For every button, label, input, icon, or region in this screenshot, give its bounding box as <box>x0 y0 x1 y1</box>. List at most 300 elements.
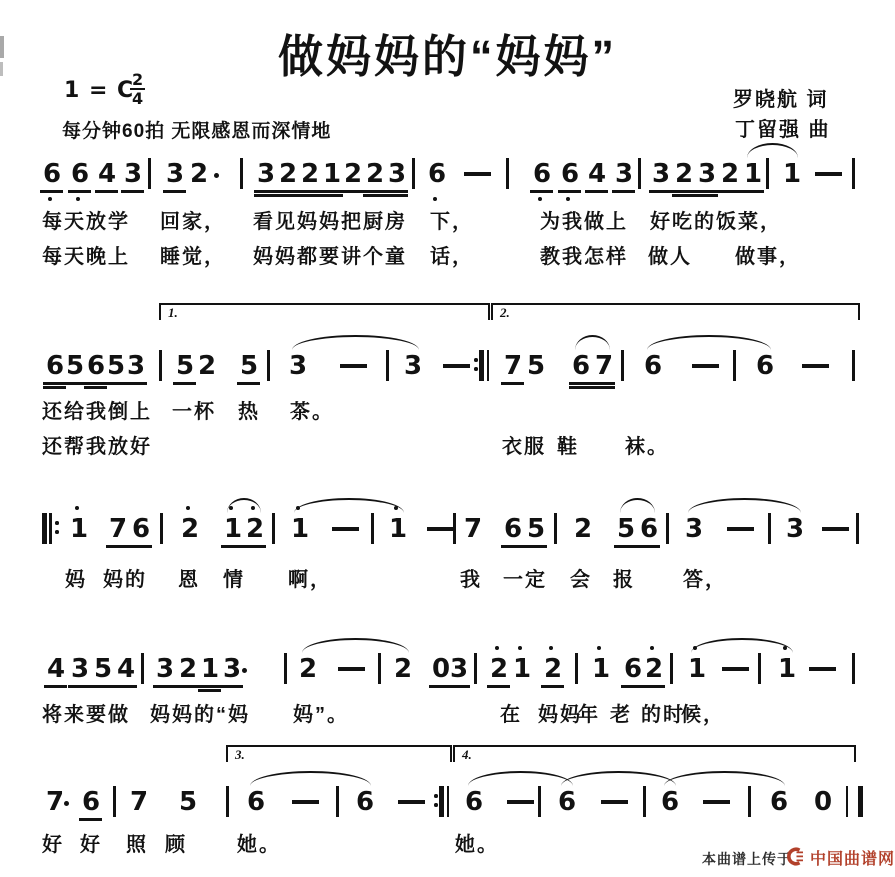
note-digit: 4 <box>117 655 137 683</box>
note-digit: 3 <box>166 160 186 188</box>
beam-underline <box>221 545 244 548</box>
time-signature-bottom: 4 <box>132 89 144 108</box>
note-digit: 3 <box>257 160 277 188</box>
slur-tie <box>468 771 573 786</box>
lyric-segment: 做事， <box>735 246 801 268</box>
slur-tie <box>294 498 404 513</box>
note-digit: 3 <box>404 351 423 381</box>
lyric-segment: 报 <box>613 569 635 591</box>
octave-dot-above <box>495 646 499 650</box>
note-digit: 6 <box>87 352 107 380</box>
beam-underline <box>487 685 510 688</box>
barline <box>666 513 669 544</box>
dash-note <box>443 364 470 368</box>
barline <box>160 513 163 544</box>
barline <box>856 513 859 544</box>
beam-underline <box>68 685 91 688</box>
lyric-segment: 啊， <box>288 569 332 591</box>
lyric-segment: 衣服 <box>502 436 546 458</box>
volta-bracket <box>491 303 860 320</box>
time-signature-top: 2 <box>132 70 144 89</box>
barline <box>284 653 287 684</box>
octave-dot-above <box>518 646 522 650</box>
barline <box>474 653 477 684</box>
note-digit: 3 <box>223 655 243 683</box>
dash-note <box>292 800 319 804</box>
note-digit: 3 <box>652 160 672 188</box>
barline <box>240 158 243 189</box>
barline <box>267 350 270 381</box>
lyric-segment: 会 <box>570 569 592 591</box>
note-digit: 2 <box>574 514 593 544</box>
note-digit: 1 <box>389 515 409 543</box>
note-digit: 6 <box>770 787 789 817</box>
lyric-segment: 还帮我放好 <box>42 436 152 458</box>
note-digit: 5 <box>179 787 198 817</box>
barline <box>748 786 751 817</box>
beam-underline <box>569 382 592 385</box>
barline <box>42 513 63 544</box>
note-digit: 3 <box>685 514 704 544</box>
lyric-segment: 教我怎样 <box>540 246 628 268</box>
barline <box>670 653 673 684</box>
note-digit: 1 <box>323 160 343 188</box>
barline <box>226 786 229 817</box>
dash-note <box>601 800 628 804</box>
beam-underline <box>298 190 321 193</box>
lyric-segment: 顾 <box>165 834 187 856</box>
note-digit: 3 <box>71 655 91 683</box>
dash-note <box>464 172 491 176</box>
note-digit: 6 <box>640 515 660 543</box>
lyric-segment: 热 <box>238 401 260 423</box>
slur-tie <box>620 498 655 513</box>
dash-note <box>332 527 359 531</box>
beam-underline <box>363 190 386 193</box>
note-digit: 2 <box>721 160 741 188</box>
barline <box>272 513 275 544</box>
augmentation-dot <box>64 801 69 806</box>
lyric-segment: 候， <box>681 704 725 726</box>
volta-label: 4. <box>462 747 472 762</box>
note-digit: 1 <box>783 159 802 189</box>
note-digit: 5 <box>617 515 637 543</box>
lyric-segment: 一定 <box>503 569 547 591</box>
octave-dot-above <box>650 646 654 650</box>
dash-note <box>340 364 367 368</box>
note-digit: 6 <box>661 787 680 817</box>
composer-credit: 丁留强 曲 <box>735 119 831 141</box>
barline <box>621 350 624 381</box>
octave-dot-above <box>549 646 553 650</box>
slur-tie <box>575 335 610 350</box>
lyric-segment: 睡觉， <box>160 246 226 268</box>
augmentation-dot <box>214 173 219 178</box>
lyricist-credit: 罗晓航 词 <box>733 89 829 111</box>
slur-tie <box>292 335 419 350</box>
octave-dot-below <box>48 197 52 201</box>
octave-dot-below <box>76 197 80 201</box>
beam-underline <box>558 190 581 193</box>
beam-underline <box>44 685 67 688</box>
note-digit: 5 <box>66 352 86 380</box>
note-digit: 6 <box>247 787 266 817</box>
note-digit: 6 <box>132 515 152 543</box>
lyric-segment: 好 <box>80 834 102 856</box>
volta-bracket <box>226 745 452 762</box>
barline <box>538 786 541 817</box>
note-digit: 7 <box>464 514 483 544</box>
note-digit: 1 <box>70 515 90 543</box>
note-digit: 2 <box>198 351 217 381</box>
note-digit: 6 <box>561 160 581 188</box>
beam-underline <box>254 194 277 197</box>
note-digit: 5 <box>107 352 127 380</box>
lyric-segment: 照 <box>126 834 148 856</box>
beam-underline <box>672 194 695 197</box>
barline <box>386 350 389 381</box>
barline <box>846 786 863 817</box>
note-digit: 4 <box>47 655 67 683</box>
qupu-site-logo-icon <box>786 847 805 871</box>
beam-underline <box>79 818 102 821</box>
dash-note <box>727 527 754 531</box>
note-digit: 1 <box>224 515 244 543</box>
beam-underline <box>320 190 343 193</box>
octave-dot-below <box>538 197 542 201</box>
note-digit: 6 <box>71 160 91 188</box>
barline <box>506 158 509 189</box>
beam-underline <box>649 190 672 193</box>
note-digit: 1 <box>201 655 221 683</box>
volta-label: 2. <box>500 305 510 320</box>
slur-tie <box>664 771 785 786</box>
lyric-segment: 她。 <box>455 834 499 856</box>
beam-underline <box>447 685 470 688</box>
note-digit: 7 <box>130 787 149 817</box>
note-digit: 2 <box>279 160 299 188</box>
lyric-segment: 年 <box>578 704 600 726</box>
dash-note <box>809 667 836 671</box>
beam-underline <box>124 382 147 385</box>
note-digit: 2 <box>299 654 318 684</box>
beam-underline <box>501 545 524 548</box>
beam-underline <box>718 190 741 193</box>
note-digit: 6 <box>756 351 775 381</box>
note-digit: 2 <box>544 655 564 683</box>
note-digit: 1 <box>592 655 612 683</box>
note-digit: 7 <box>595 352 615 380</box>
lyric-segment: 话， <box>430 246 474 268</box>
beam-underline <box>363 194 386 197</box>
beam-underline <box>95 190 118 193</box>
dash-note <box>692 364 719 368</box>
beam-underline <box>695 194 718 197</box>
barline <box>378 653 381 684</box>
note-digit: 1 <box>291 515 311 543</box>
note-digit: 2 <box>394 654 413 684</box>
note-digit: 6 <box>356 787 375 817</box>
lyric-segment: 每天放学 <box>42 211 130 233</box>
note-digit: 6 <box>533 160 553 188</box>
lyric-segment: 将来要做 <box>42 704 130 726</box>
tempo-marking: 每分钟60拍 无限感恩而深情地 <box>62 121 332 142</box>
barline <box>852 350 855 381</box>
beam-underline <box>254 190 277 193</box>
note-digit: 3 <box>388 160 408 188</box>
note-digit: 6 <box>82 788 102 816</box>
beam-underline <box>198 685 221 688</box>
dash-note <box>507 800 534 804</box>
barline <box>336 786 339 817</box>
note-digit: 2 <box>645 655 665 683</box>
beam-underline <box>592 386 615 389</box>
barline <box>148 158 151 189</box>
barline <box>766 158 769 189</box>
beam-underline <box>106 545 129 548</box>
lyric-segment: 妈妈的“妈 <box>150 704 250 726</box>
beam-underline <box>385 190 408 193</box>
note-digit: 4 <box>98 160 118 188</box>
beam-underline <box>612 190 635 193</box>
note-digit: 5 <box>176 352 196 380</box>
beam-underline <box>276 194 299 197</box>
beam-underline <box>40 190 63 193</box>
dash-note <box>398 800 425 804</box>
lyric-segment: 老 <box>610 704 632 726</box>
octave-dot-above <box>186 506 190 510</box>
beam-underline <box>84 386 107 389</box>
song-title: 做妈妈的“妈妈” <box>277 31 618 82</box>
note-digit: 6 <box>465 787 484 817</box>
barline <box>434 786 449 817</box>
barline <box>141 653 144 684</box>
beam-underline <box>63 382 86 385</box>
dash-note <box>722 667 749 671</box>
note-digit: 2 <box>179 655 199 683</box>
lyric-segment: 妈 <box>65 569 87 591</box>
note-digit: 6 <box>572 352 592 380</box>
lyric-segment: 下， <box>430 211 474 233</box>
note-digit: 2 <box>190 159 209 189</box>
note-digit: 2 <box>301 160 321 188</box>
beam-underline <box>298 194 321 197</box>
note-digit: 6 <box>43 160 63 188</box>
beam-underline <box>121 190 144 193</box>
barline <box>371 513 374 544</box>
beam-underline <box>276 190 299 193</box>
beam-underline <box>501 382 524 385</box>
note-digit: 3 <box>615 160 635 188</box>
lyric-segment: 好 <box>42 834 64 856</box>
barline <box>453 513 456 544</box>
dash-note <box>802 364 829 368</box>
volta-bracket <box>159 303 490 320</box>
note-digit: 6 <box>428 160 448 188</box>
beam-underline <box>43 386 66 389</box>
beam-underline <box>569 386 592 389</box>
lyric-segment: 情 <box>223 569 245 591</box>
note-digit: 6 <box>644 351 663 381</box>
note-digit: 7 <box>109 515 129 543</box>
slur-tie <box>561 771 676 786</box>
barline <box>159 350 162 381</box>
beam-underline <box>198 689 221 692</box>
beam-underline <box>592 382 615 385</box>
beam-underline <box>237 382 260 385</box>
beam-underline <box>530 190 553 193</box>
note-digit: 1 <box>688 655 708 683</box>
note-digit: 4 <box>588 160 608 188</box>
lyric-segment: 恩 <box>178 569 200 591</box>
dash-note <box>338 667 365 671</box>
note-digit: 6 <box>624 655 644 683</box>
slur-tie <box>747 143 798 158</box>
barline <box>852 158 855 189</box>
beam-underline <box>541 685 564 688</box>
upload-note: 本曲谱上传于 <box>702 851 792 867</box>
lyric-segment: 回家， <box>160 211 226 233</box>
slur-tie <box>688 498 801 513</box>
beam-underline <box>614 545 637 548</box>
note-digit: 3 <box>127 352 147 380</box>
beam-underline <box>642 685 665 688</box>
augmentation-dot <box>242 668 247 673</box>
beam-underline <box>341 190 364 193</box>
beam-underline <box>672 190 695 193</box>
note-digit: 1 <box>744 160 764 188</box>
note-digit: 0 <box>814 787 833 817</box>
volta-label: 3. <box>235 747 245 762</box>
note-digit: 1 <box>778 655 798 683</box>
site-name: 中国曲谱网 <box>810 851 895 868</box>
beam-underline <box>176 685 199 688</box>
slur-tie <box>647 335 771 350</box>
octave-dot-above <box>75 506 79 510</box>
note-digit: 6 <box>504 515 524 543</box>
barline <box>474 350 489 381</box>
beam-underline <box>91 685 114 688</box>
dash-note <box>427 527 454 531</box>
lyric-segment: 茶。 <box>290 401 334 423</box>
beam-underline <box>695 190 718 193</box>
barline <box>643 786 646 817</box>
dash-note <box>703 800 730 804</box>
beam-underline <box>220 685 243 688</box>
lyric-segment: 在 <box>500 704 522 726</box>
barline <box>638 158 641 189</box>
lyric-segment: 的时 <box>641 704 685 726</box>
barline <box>758 653 761 684</box>
lyric-segment: 妈妈 <box>538 704 582 726</box>
octave-dot-below <box>433 197 437 201</box>
note-digit: 5 <box>240 352 260 380</box>
note-digit: 7 <box>46 787 65 817</box>
note-digit: 7 <box>504 352 524 380</box>
note-digit: 3 <box>786 514 805 544</box>
beam-underline <box>320 194 343 197</box>
beam-underline <box>385 194 408 197</box>
lyric-segment: 鞋 <box>557 436 579 458</box>
note-digit: 3 <box>289 351 308 381</box>
lyric-segment: 还给我倒上 <box>42 401 152 423</box>
lyric-segment: 袜。 <box>625 436 669 458</box>
lyric-segment: 答， <box>683 569 727 591</box>
volta-bracket <box>453 745 856 762</box>
note-digit: 2 <box>246 515 266 543</box>
barline <box>768 513 771 544</box>
octave-dot-above <box>597 646 601 650</box>
lyric-segment: 做人 <box>648 246 692 268</box>
beam-underline <box>173 382 196 385</box>
lyric-segment: 我 <box>460 569 482 591</box>
beam-underline <box>243 545 266 548</box>
note-digit: 0 <box>432 655 452 683</box>
slur-tie <box>227 498 261 513</box>
note-digit: 5 <box>527 351 546 381</box>
lyric-segment: 看见妈妈把厨房 <box>253 211 407 233</box>
note-digit: 5 <box>94 655 114 683</box>
note-digit: 1 <box>513 655 533 683</box>
volta-label: 1. <box>168 305 178 320</box>
key-signature: 1 = C <box>64 78 135 103</box>
barline <box>554 513 557 544</box>
note-digit: 2 <box>675 160 695 188</box>
note-digit: 2 <box>181 515 201 543</box>
note-digit: 2 <box>366 160 386 188</box>
lyric-segment: 每天晚上 <box>42 246 130 268</box>
beam-underline <box>741 190 764 193</box>
beam-underline <box>68 190 91 193</box>
lyric-segment: 为我做上 <box>540 211 628 233</box>
dash-note <box>815 172 842 176</box>
beam-underline <box>524 545 547 548</box>
beam-underline <box>153 685 176 688</box>
note-digit: 5 <box>527 515 547 543</box>
dash-note <box>822 527 849 531</box>
lyric-segment: 一杯 <box>172 401 216 423</box>
barline <box>575 653 578 684</box>
beam-underline <box>621 685 644 688</box>
slur-tie <box>250 771 371 786</box>
note-digit: 3 <box>124 160 144 188</box>
barline <box>733 350 736 381</box>
note-digit: 2 <box>490 655 510 683</box>
beam-underline <box>129 545 152 548</box>
note-digit: 3 <box>156 655 176 683</box>
note-digit: 6 <box>558 787 577 817</box>
beam-underline <box>585 190 608 193</box>
note-digit: 2 <box>344 160 364 188</box>
barline <box>852 653 855 684</box>
slur-tie <box>302 638 409 653</box>
lyric-segment: 好吃的饭菜， <box>650 211 782 233</box>
beam-underline <box>163 190 186 193</box>
barline <box>412 158 415 189</box>
beam-underline <box>637 545 660 548</box>
slur-tie <box>691 638 793 653</box>
note-digit: 3 <box>450 655 470 683</box>
octave-dot-below <box>566 197 570 201</box>
lyric-segment: 妈妈都要讲个童 <box>253 246 407 268</box>
lyric-segment: 妈的 <box>103 569 147 591</box>
note-digit: 3 <box>698 160 718 188</box>
beam-underline <box>114 685 137 688</box>
lyric-segment: 妈”。 <box>293 704 349 726</box>
barline <box>113 786 116 817</box>
lyric-segment: 她。 <box>237 834 281 856</box>
note-digit: 6 <box>46 352 66 380</box>
